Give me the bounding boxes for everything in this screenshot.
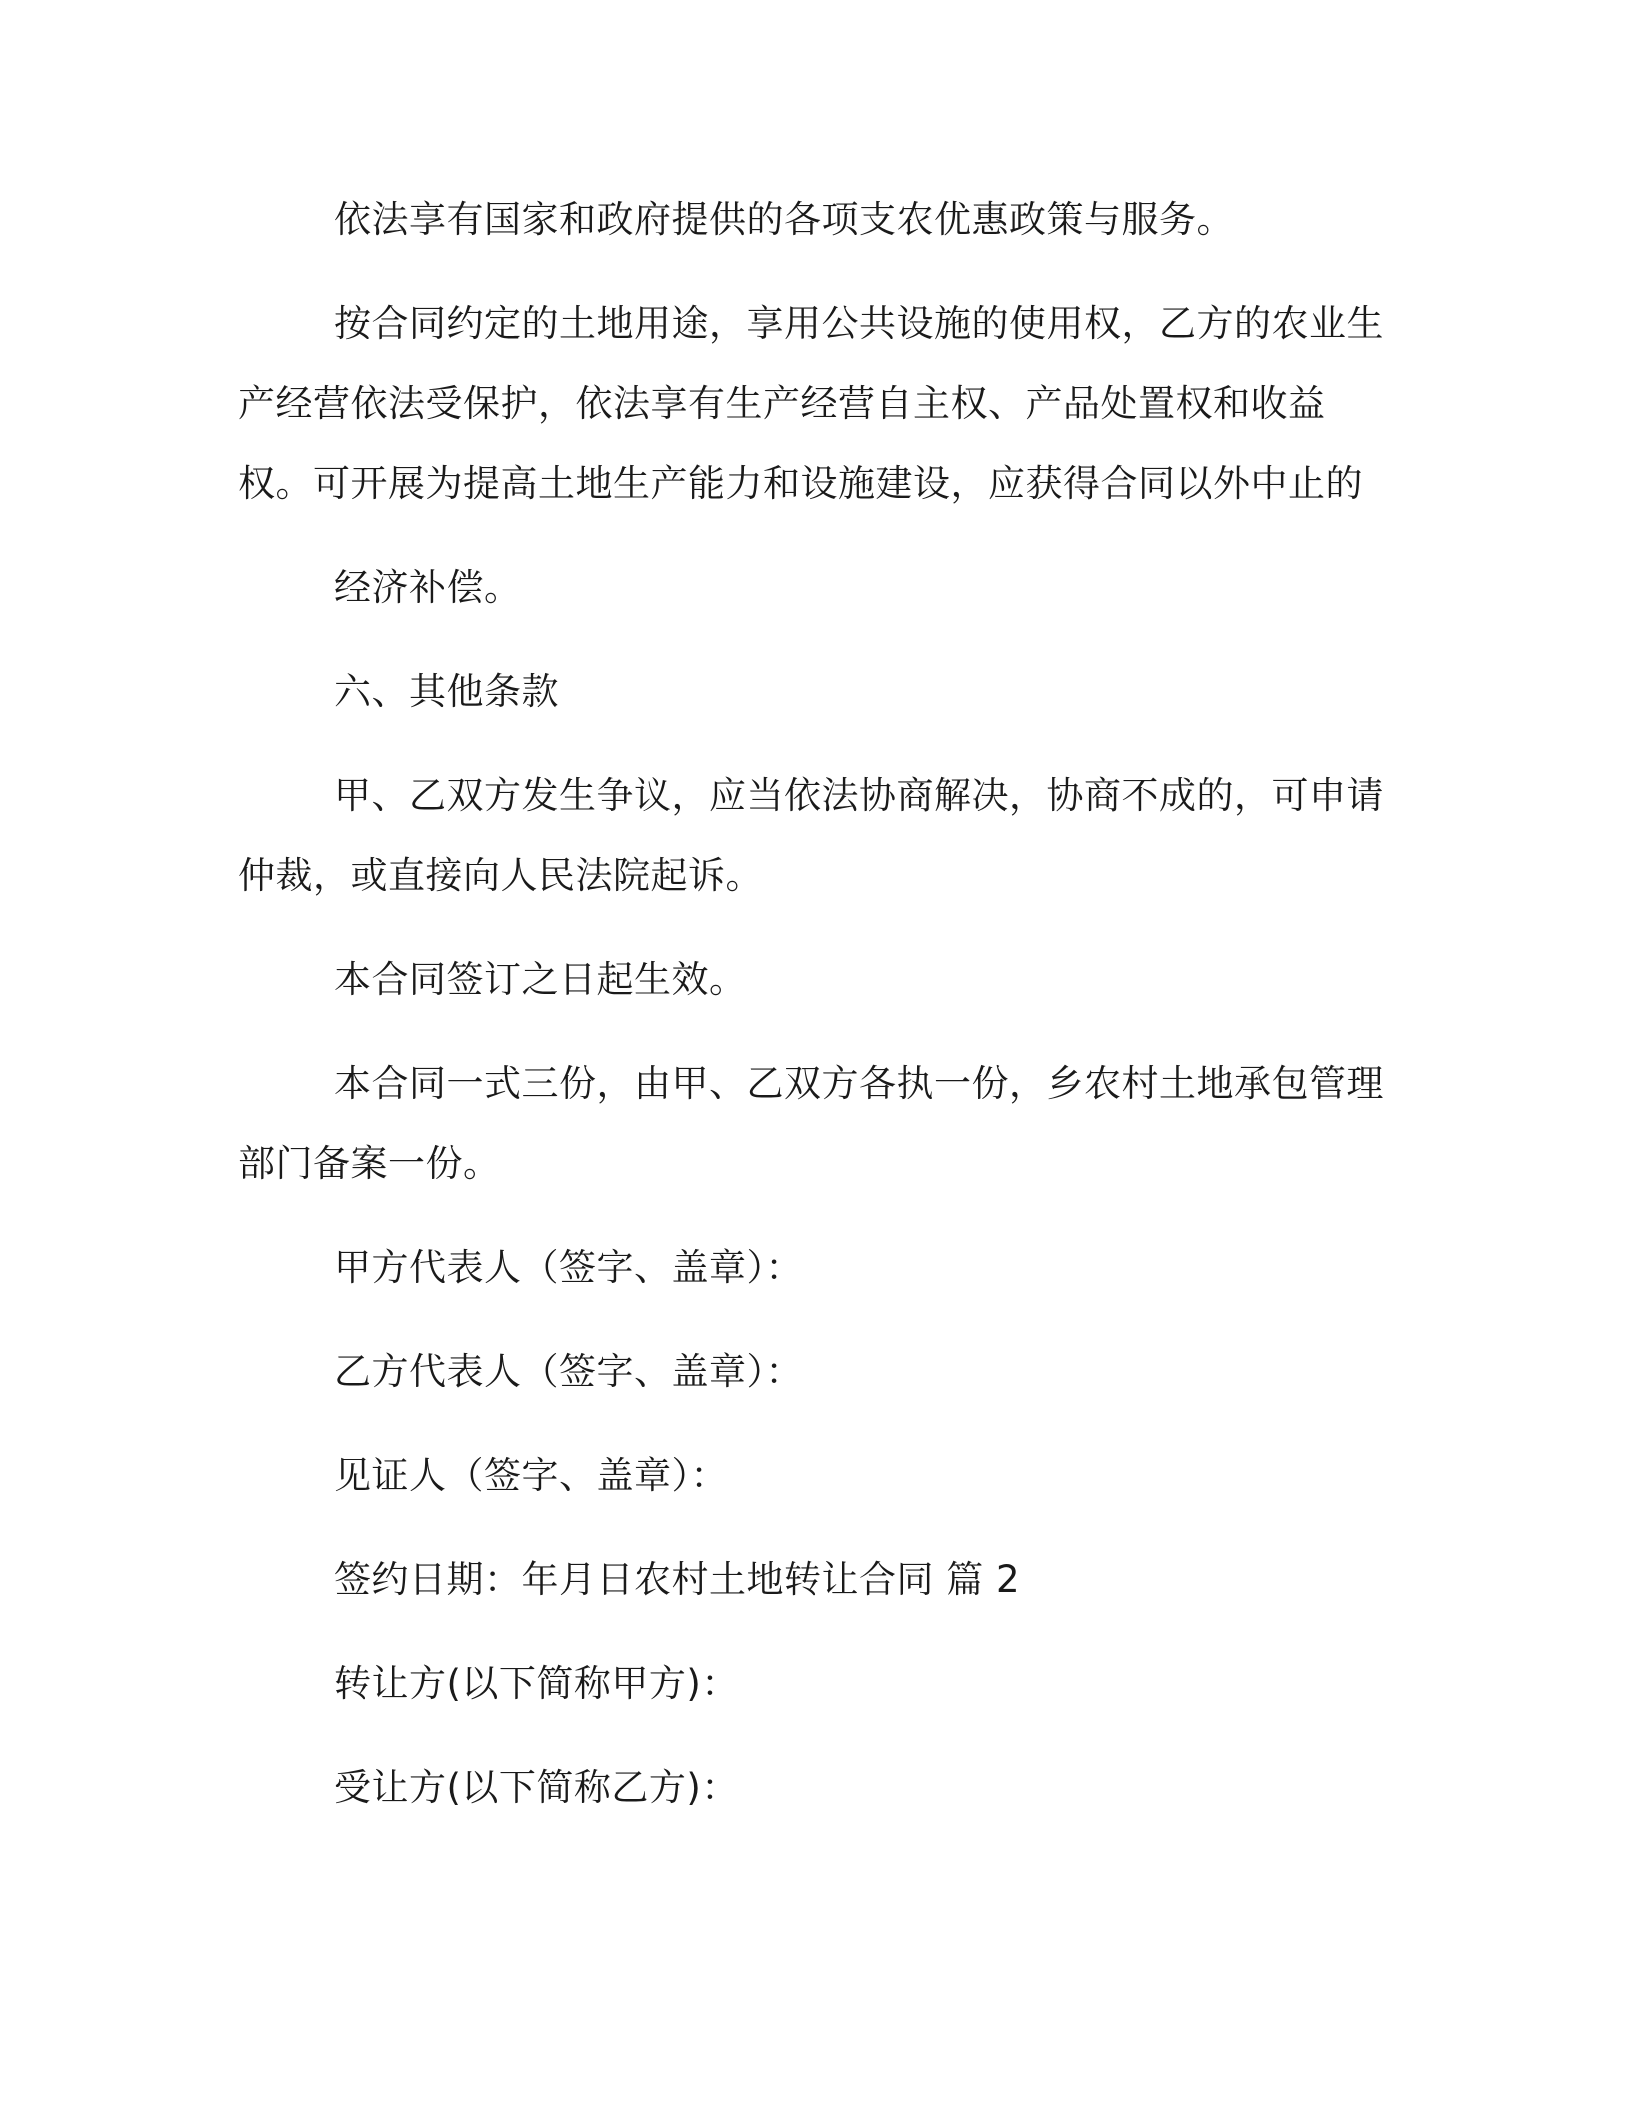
paragraph-dispute-resolution: 甲、乙双方发生争议，应当依法协商解决，协商不成的，可申请仲裁，或直接向人民法院起诉。	[238, 774, 1384, 897]
signature-line-witness: 见证人（签字、盖章）：	[334, 1454, 728, 1497]
paragraph-policy-services: 依法享有国家和政府提供的各项支农优惠政策与服务。	[334, 198, 1234, 241]
paragraph-effective-date: 本合同签订之日起生效。	[334, 958, 747, 1001]
document-body	[238, 180, 1384, 1852]
section-heading-other-terms: 六、其他条款	[334, 670, 559, 713]
transferor-line: 转让方(以下简称甲方)：	[334, 1662, 739, 1705]
paragraph-copies: 本合同一式三份，由甲、乙双方各执一份，乡农村土地承包管理部门备案一份。	[238, 1062, 1384, 1185]
transferee-line: 受让方(以下简称乙方)：	[334, 1766, 739, 1809]
signing-date-line: 签约日期：年月日农村土地转让合同 篇 2	[334, 1558, 1021, 1601]
signature-line-party-a: 甲方代表人（签字、盖章）：	[334, 1246, 803, 1289]
paragraph-economic-compensation: 经济补偿。	[334, 566, 522, 609]
signature-line-party-b: 乙方代表人（签字、盖章）：	[334, 1350, 803, 1393]
paragraph-land-use-rights: 按合同约定的土地用途，享用公共设施的使用权，乙方的农业生产经营依法受保护，依法享有生产经营自主权、产品处置权和收益权。可开展为提高土地生产能力和设施建设，应获得合同以外中止的	[238, 302, 1384, 505]
